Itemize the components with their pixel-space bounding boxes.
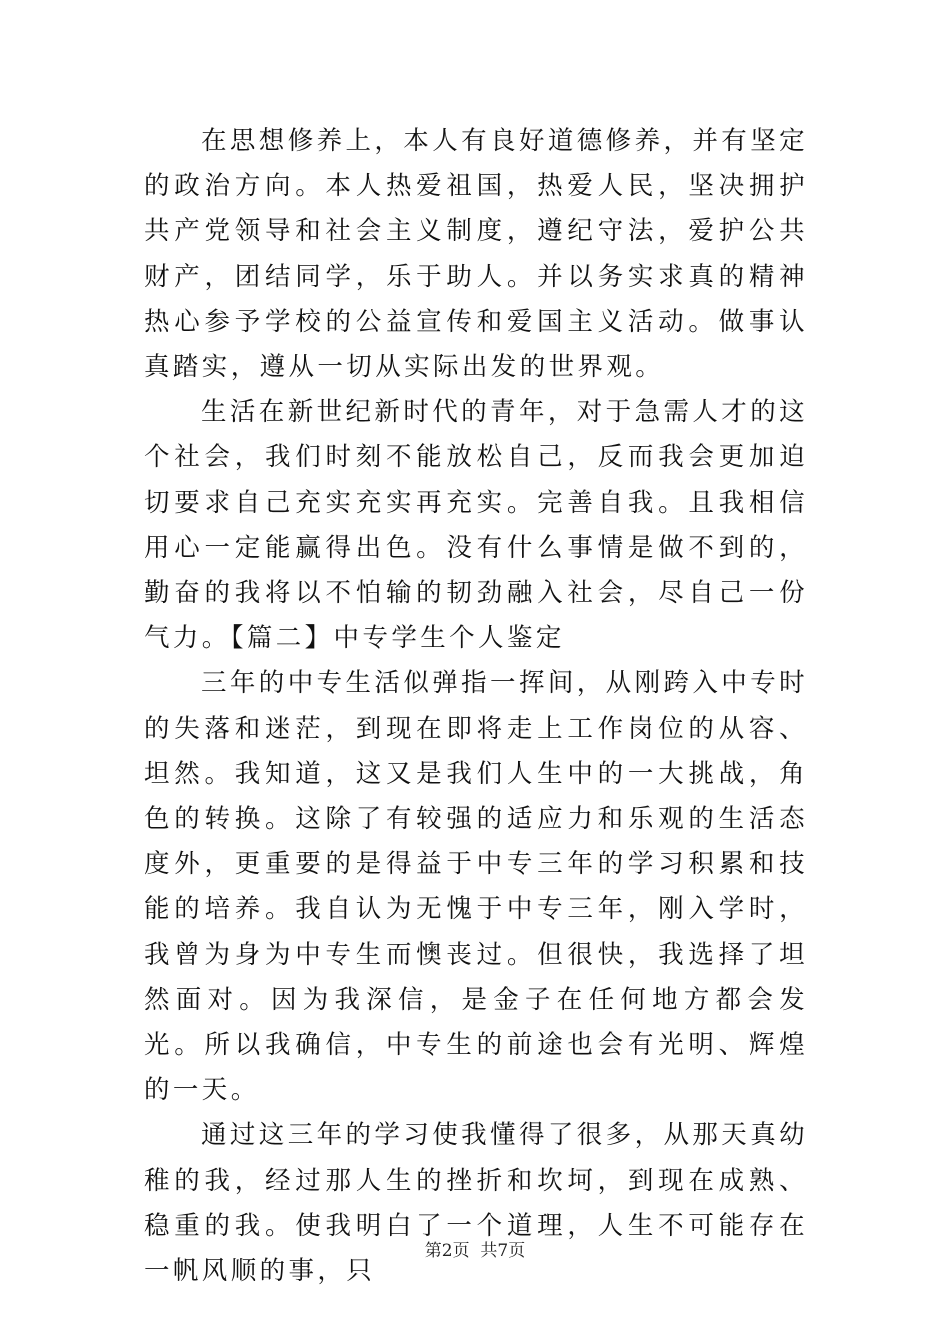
paragraph-2: 生活在新世纪新时代的青年，对于急需人才的这个社会，我们时刻不能放松自己，反而我会更加迫切要求自己充实充实再充实。完善自我。且我相信用心一定能赢得出色。没有什么事情是做不到的，勤奋的我将以不怕输的韧劲融入社会，尽自己一份气力。【篇二】中专学生个人鉴定 — [144, 397, 808, 654]
document-body — [144, 119, 808, 1294]
paragraph-4: 通过这三年的学习使我懂得了很多，从那天真幼稚的我，经过那人生的挫折和坎坷，到现在成熟、稳重的我。使我明白了一个道理，人生不可能存在一帆风顺的事，只 — [144, 1120, 808, 1287]
paragraph-3: 三年的中专生活似弹指一挥间，从刚跨入中专时的失落和迷茫，到现在即将走上工作岗位的从容、坦然。我知道，这又是我们人生中的一大挑战，角色的转换。这除了有较强的适应力和乐观的生活态度外，更重要的是得益于中专三年的学习积累和技能的培养。我自认为无愧于中专三年，刚入学时，我曾为身为中专生而懊丧过。但很快，我选择了坦然面对。因为我深信，是金子在任何地方都会发光。所以我确信，中专生的前途也会有光明、辉煌的一天。 — [144, 668, 808, 1106]
paragraph-1: 在思想修养上，本人有良好道德修养，并有坚定的政治方向。本人热爱祖国，热爱人民，坚决拥护共产党领导和社会主义制度，遵纪守法，爱护公共财产，团结同学，乐于助人。并以务实求真的精神热心参予学校的公益宣传和爱国主义活动。做事认真踏实，遵从一切从实际出发的世界观。 — [144, 126, 808, 383]
page-footer — [0, 1239, 950, 1263]
page-number: 第2页 共7页 — [424, 1241, 526, 1261]
